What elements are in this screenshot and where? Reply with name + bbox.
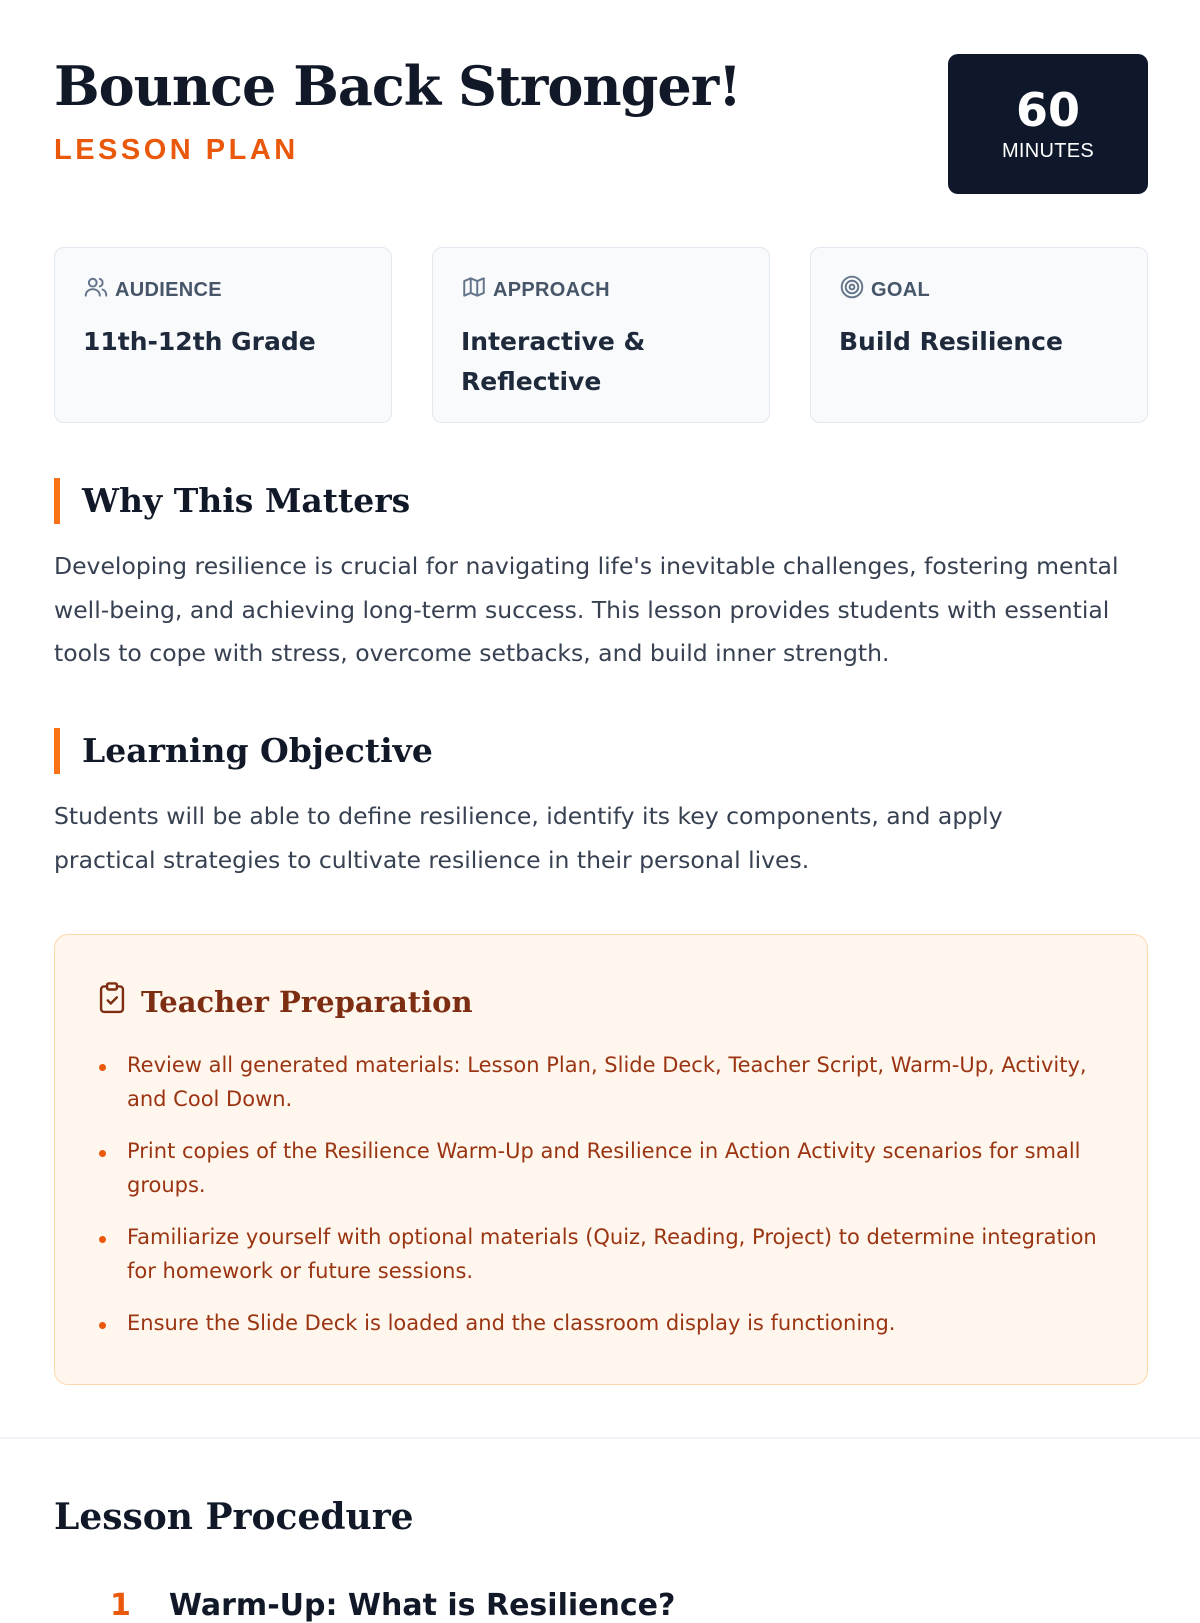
goal-label: GOAL	[871, 278, 930, 301]
users-icon	[83, 274, 109, 306]
step-title: Warm-Up: What is Resilience?	[168, 1588, 676, 1623]
info-cards	[54, 247, 1148, 423]
why-heading: Why This Matters	[54, 478, 410, 524]
step-number: 1	[110, 1588, 131, 1623]
teacher-prep-heading: Teacher Preparation	[141, 984, 473, 1019]
audience-card	[54, 247, 392, 423]
list-item	[97, 1049, 1097, 1116]
duration-unit: MINUTES	[1001, 140, 1095, 162]
list-item-text: Familiarize yourself with optional materials (Quiz, Reading, Project) to determine integration for homework or future sessions.	[127, 1225, 1097, 1283]
objective-text: Students will be able to define resilience, identify its key components, and apply practical strategies to cultivate resilience in their personal lives.	[54, 802, 1003, 874]
list-item-text: Review all generated materials: Lesson Plan, Slide Deck, Teacher Script, Warm-Up, Activity, and Cool Down.	[127, 1053, 1087, 1111]
list-item-text: Print copies of the Resilience Warm-Up and Resilience in Action Activity scenarios for small groups.	[127, 1139, 1081, 1197]
bullet	[99, 1064, 106, 1071]
map-icon	[461, 274, 487, 306]
page-title: Bounce Back Stronger!	[54, 54, 741, 118]
teacher-prep-list	[97, 1049, 1097, 1360]
list-item	[97, 1307, 1097, 1341]
list-item	[97, 1135, 1097, 1202]
bullet	[99, 1236, 106, 1243]
approach-card	[432, 247, 770, 423]
procedure-heading: Lesson Procedure	[54, 1496, 414, 1538]
approach-label: APPROACH	[493, 278, 610, 301]
procedure-step-1	[110, 1588, 675, 1623]
clipboard-check-icon	[97, 981, 127, 1022]
why-text: Developing resilience is crucial for navigating life's inevitable challenges, fostering mental well-being, and achieving long-term success. This lesson provides students with essential tools to cope with stress, overcome setbacks, and build inner strength.	[54, 552, 1119, 667]
goal-card	[810, 247, 1148, 423]
bullet	[99, 1322, 106, 1329]
page-subtitle: LESSON PLAN	[54, 134, 299, 166]
duration-badge	[948, 54, 1148, 194]
target-icon	[839, 274, 865, 306]
lesson-header	[54, 54, 1148, 194]
teacher-prep-header	[97, 981, 473, 1022]
teacher-prep-box	[54, 934, 1148, 1385]
bullet	[99, 1150, 106, 1157]
audience-label-row	[83, 274, 363, 306]
duration-value: 60	[1015, 83, 1080, 137]
audience-label: AUDIENCE	[115, 278, 222, 301]
approach-value: Interactive & Reflective	[461, 327, 646, 396]
goal-value: Build Resilience	[839, 327, 1063, 356]
list-item	[97, 1221, 1097, 1288]
audience-value: 11th-12th Grade	[83, 327, 316, 356]
objective-heading: Learning Objective	[54, 728, 433, 774]
list-item-text: Ensure the Slide Deck is loaded and the classroom display is functioning.	[127, 1311, 896, 1335]
approach-label-row	[461, 274, 741, 306]
goal-label-row	[839, 274, 1119, 306]
section-divider	[0, 1437, 1200, 1439]
